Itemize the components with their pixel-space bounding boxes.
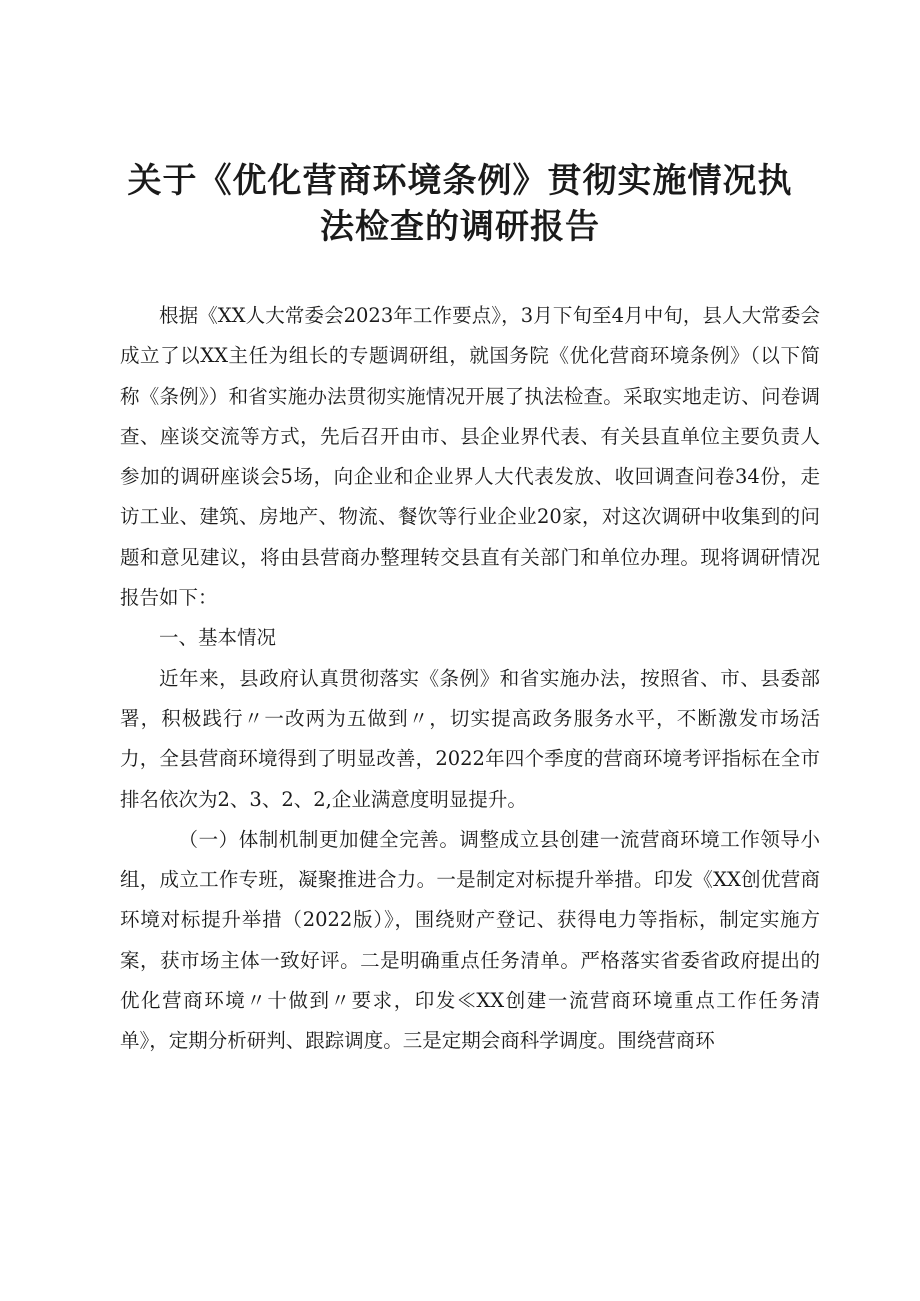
paragraph-overview: 近年来，县政府认真贯彻落实《条例》和省实施办法，按照省、市、县委部署，积极践行〃一改两为五做到〃，切实提高政务服务水平，不断激发市场活力，全县营商环境得到了明显改善，2022年四个季度的营商环境考评指标在全市排名依次为2、3、2、2,企业满意度明显提升。 <box>120 666 820 811</box>
section-heading-basic-situation: 一、基本情况 <box>159 626 277 650</box>
title-line-2: 法检查的调研报告 <box>320 207 600 247</box>
paragraph-subsection-1: （一）体制机制更加健全完善。调整成立县创建一流营商环境工作领导小组，成立工作专班，凝聚推进合力。一是制定对标提升举措。印发《XX创优营商环境对标提升举措（2022版）》，围绕财产登记、获得电力等指标，制定实施方案，获市场主体一致好评。二是明确重点任务清单。严格落实省委省政府提出的优化营商环境〃十做到〃要求，印发≪XX创建一流营商环境重点工作任务清单》，定期分析研判、跟踪调度。三是定期会商科学调度。围绕营商环 <box>120 827 820 1053</box>
document-body <box>120 296 820 1062</box>
document-title <box>0 158 920 250</box>
paragraph-intro: 根据《XX人大常委会2023年工作要点》，3月下旬至4月中旬，县人大常委会成立了以XX主任为组长的专题调研组，就国务院《优化营商环境条例》（以下简称《条例》）和省实施办法贯彻实施情况开展了执法检查。采取实地走访、问卷调查、座谈交流等方式，先后召开由市、县企业界代表、有关县直单位主要负责人参加的调研座谈会5场，向企业和企业界人大代表发放、收回调查问卷34份，走访工业、建筑、房地产、物流、餐饮等行业企业20家，对这次调研中收集到的问题和意见建议，将由县营商办整理转交县直有关部门和单位办理。现将调研情况报告如下： <box>120 304 820 610</box>
title-line-1: 关于《优化营商环境条例》贯彻实施情况执 <box>127 161 793 201</box>
